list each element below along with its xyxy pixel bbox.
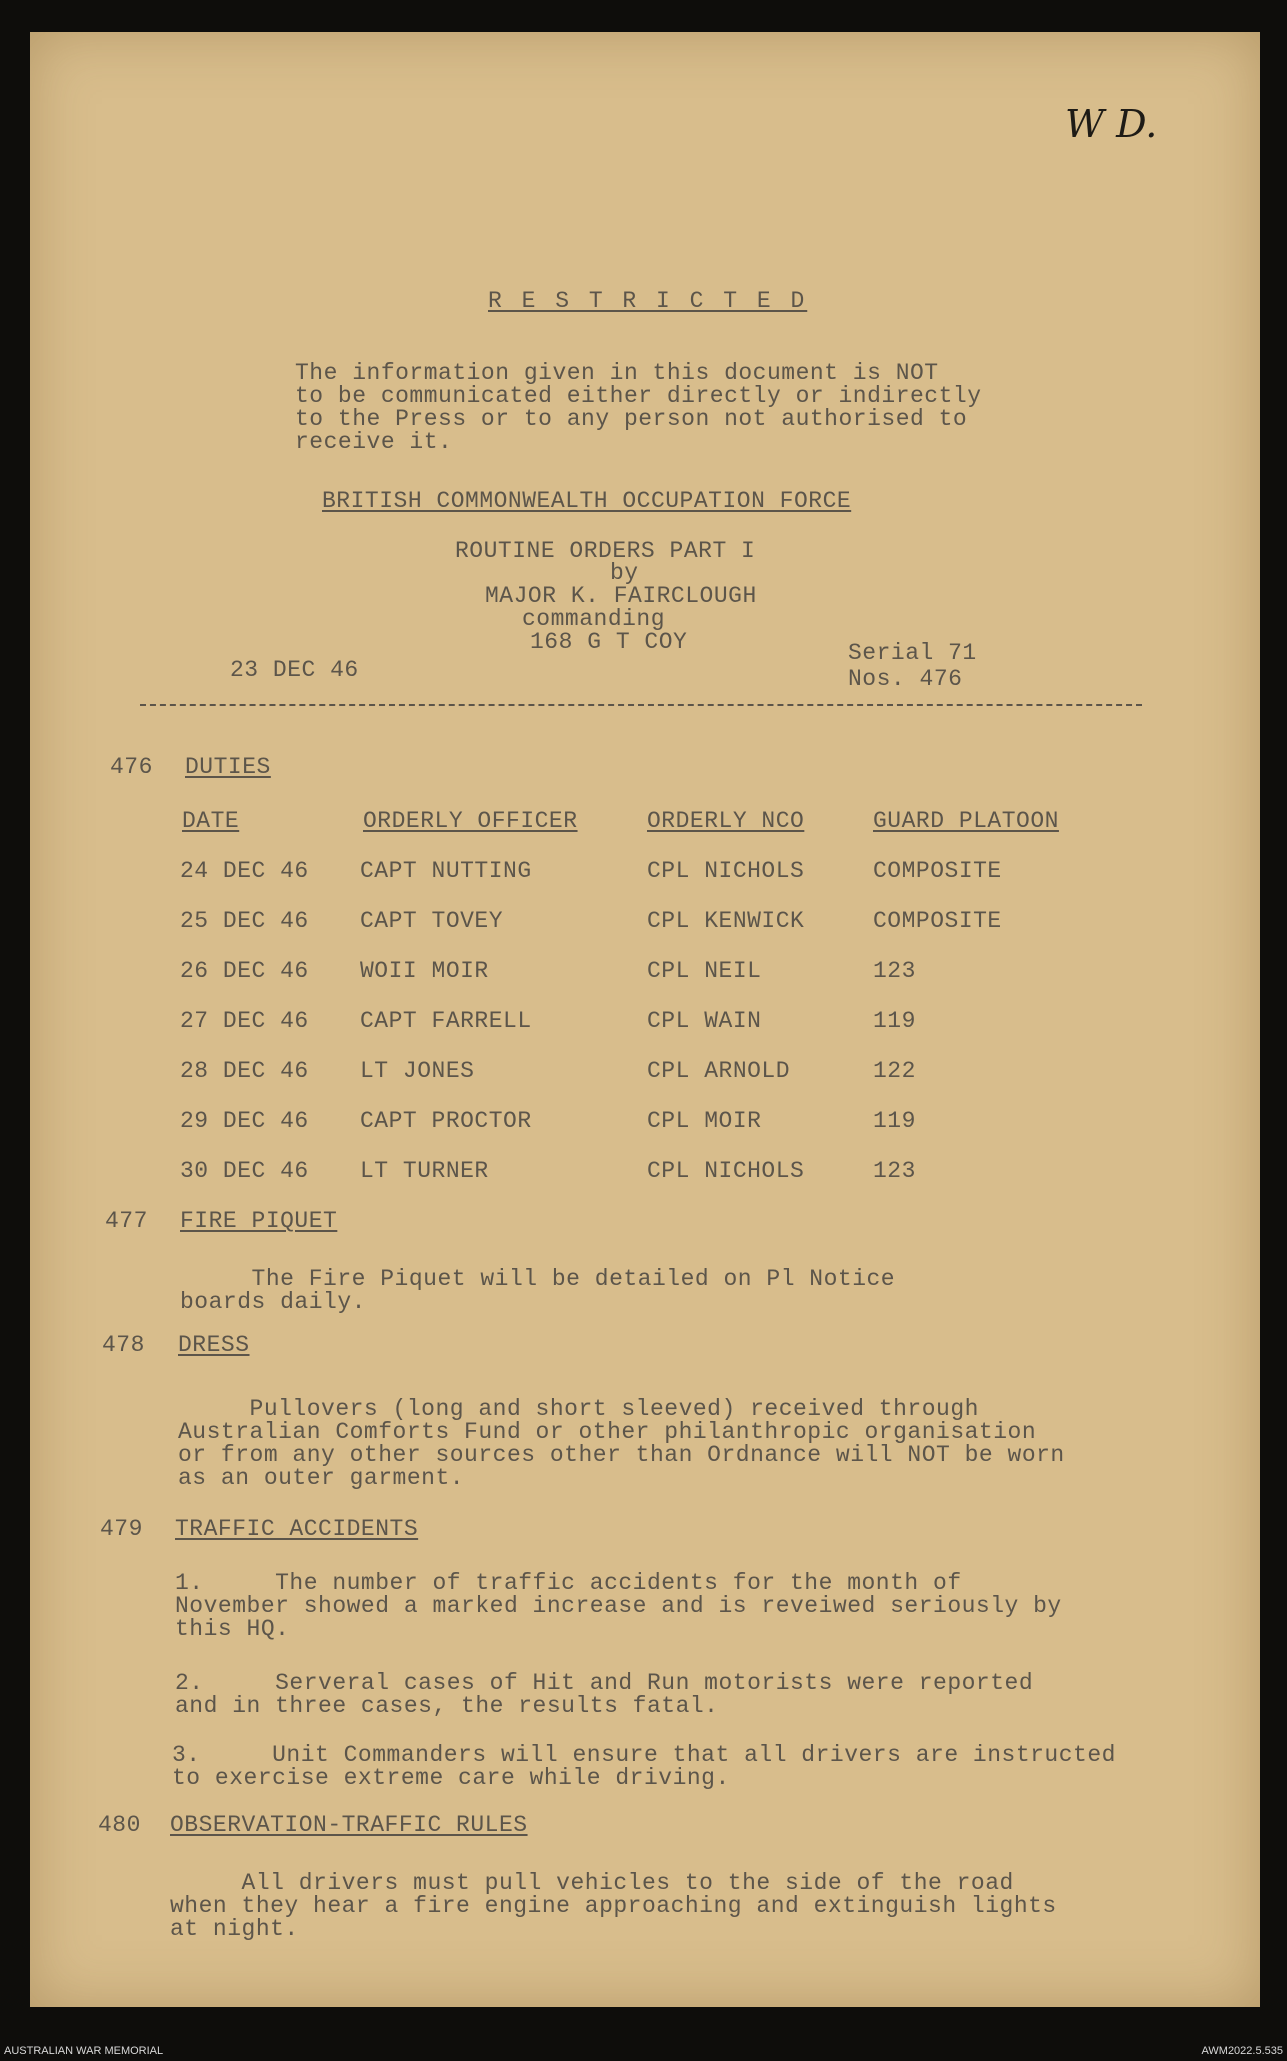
footer-credit: AUSTRALIAN WAR MEMORIAL	[4, 2045, 164, 2057]
table-row	[30, 1110, 1260, 1140]
document-page	[30, 32, 1260, 2007]
table-row	[30, 960, 1260, 990]
orderly-nco: CPL MOIR	[647, 1108, 762, 1134]
serial-number: Serial 71	[848, 640, 977, 666]
table-row	[30, 910, 1260, 940]
section-title: FIRE PIQUET	[180, 1208, 338, 1234]
paragraph-line: 1. The number of traffic accidents for the month of	[175, 1570, 962, 1596]
duty-date: 28 DEC 46	[180, 1058, 309, 1084]
paragraph-line: boards daily.	[180, 1289, 366, 1315]
orderly-nco: CPL NICHOLS	[647, 1158, 805, 1184]
section-number: 479	[100, 1516, 143, 1542]
notice-line: receive it.	[295, 429, 453, 455]
guard-platoon: COMPOSITE	[873, 858, 1002, 884]
duty-date: 25 DEC 46	[180, 908, 309, 934]
footer-accession-number: AWM2022.5.535	[1201, 2045, 1283, 2057]
orders-line: by	[610, 560, 639, 586]
handwritten-mark: W D.	[1065, 102, 1158, 146]
section-number: 480	[98, 1812, 141, 1838]
duty-date: 29 DEC 46	[180, 1108, 309, 1134]
restricted-heading: R E S T R I C T E D	[488, 288, 808, 314]
section-title: OBSERVATION-TRAFFIC RULES	[170, 1812, 528, 1838]
orderly-nco: CPL NICHOLS	[647, 858, 805, 884]
paragraph-line: 3. Unit Commanders will ensure that all drivers are instructed	[172, 1742, 1116, 1768]
orders-line: MAJOR K. FAIRCLOUGH	[485, 583, 757, 609]
column-header: ORDERLY NCO	[647, 808, 805, 834]
paragraph-line: when they hear a fire engine approaching and extinguish lights	[170, 1893, 1057, 1919]
duty-date: 30 DEC 46	[180, 1158, 309, 1184]
section-number: 476	[110, 754, 153, 780]
duty-date: 26 DEC 46	[180, 958, 309, 984]
notice-line: The information given in this document is NOT	[295, 360, 939, 386]
orderly-nco: CPL ARNOLD	[647, 1058, 791, 1084]
column-header: GUARD PLATOON	[873, 808, 1059, 834]
force-heading: BRITISH COMMONWEALTH OCCUPATION FORCE	[322, 488, 852, 514]
paragraph-line: and in three cases, the results fatal.	[175, 1693, 719, 1719]
paragraph-line: as an outer garment.	[178, 1465, 465, 1491]
guard-platoon: COMPOSITE	[873, 908, 1002, 934]
table-row	[30, 1010, 1260, 1040]
separator-rule	[140, 704, 1142, 706]
orderly-nco: CPL KENWICK	[647, 908, 805, 934]
table-header-row	[30, 810, 1260, 840]
duty-date: 24 DEC 46	[180, 858, 309, 884]
orderly-officer: CAPT PROCTOR	[360, 1108, 532, 1134]
paragraph-line: Pullovers (long and short sleeved) received through	[178, 1396, 979, 1422]
notice-line: to the Press or to any person not authorised to	[295, 406, 968, 432]
table-row	[30, 1160, 1260, 1190]
paragraph-line: Australian Comforts Fund or other philanthropic organisation	[178, 1419, 1037, 1445]
orders-line: ROUTINE ORDERS PART I	[455, 538, 756, 564]
paragraph-line: November showed a marked increase and is reveiwed seriously by	[175, 1593, 1062, 1619]
table-row	[30, 1060, 1260, 1090]
orderly-officer: CAPT NUTTING	[360, 858, 532, 884]
table-row	[30, 860, 1260, 890]
order-numbers: Nos. 476	[848, 666, 963, 692]
order-date: 23 DEC 46	[230, 657, 359, 683]
orderly-officer: WOII MOIR	[360, 958, 489, 984]
paragraph-line: All drivers must pull vehicles to the side of the road	[170, 1870, 1014, 1896]
notice-line: to be communicated either directly or indirectly	[295, 383, 982, 409]
orderly-nco: CPL NEIL	[647, 958, 762, 984]
section-title: DUTIES	[185, 754, 271, 780]
guard-platoon: 119	[873, 1108, 916, 1134]
section-title: TRAFFIC ACCIDENTS	[175, 1516, 419, 1542]
orderly-officer: LT JONES	[360, 1058, 475, 1084]
column-header: DATE	[182, 808, 240, 834]
column-header: ORDERLY OFFICER	[363, 808, 578, 834]
guard-platoon: 123	[873, 1158, 916, 1184]
orders-line: 168 G T COY	[530, 629, 688, 655]
orderly-officer: LT TURNER	[360, 1158, 489, 1184]
orderly-officer: CAPT TOVEY	[360, 908, 504, 934]
paragraph-line: at night.	[170, 1916, 299, 1942]
guard-platoon: 119	[873, 1008, 916, 1034]
section-number: 477	[105, 1208, 148, 1234]
guard-platoon: 122	[873, 1058, 916, 1084]
paragraph-line: to exercise extreme care while driving.	[172, 1765, 730, 1791]
section-title: DRESS	[178, 1332, 250, 1358]
paragraph-line: The Fire Piquet will be detailed on Pl Notice	[180, 1266, 896, 1292]
orderly-nco: CPL WAIN	[647, 1008, 762, 1034]
paragraph-line: this HQ.	[175, 1616, 290, 1642]
orderly-officer: CAPT FARRELL	[360, 1008, 532, 1034]
orders-line: commanding	[522, 606, 666, 632]
section-number: 478	[102, 1332, 145, 1358]
duty-date: 27 DEC 46	[180, 1008, 309, 1034]
paragraph-line: 2. Serveral cases of Hit and Run motorists were reported	[175, 1670, 1034, 1696]
guard-platoon: 123	[873, 958, 916, 984]
paragraph-line: or from any other sources other than Ordnance will NOT be worn	[178, 1442, 1065, 1468]
